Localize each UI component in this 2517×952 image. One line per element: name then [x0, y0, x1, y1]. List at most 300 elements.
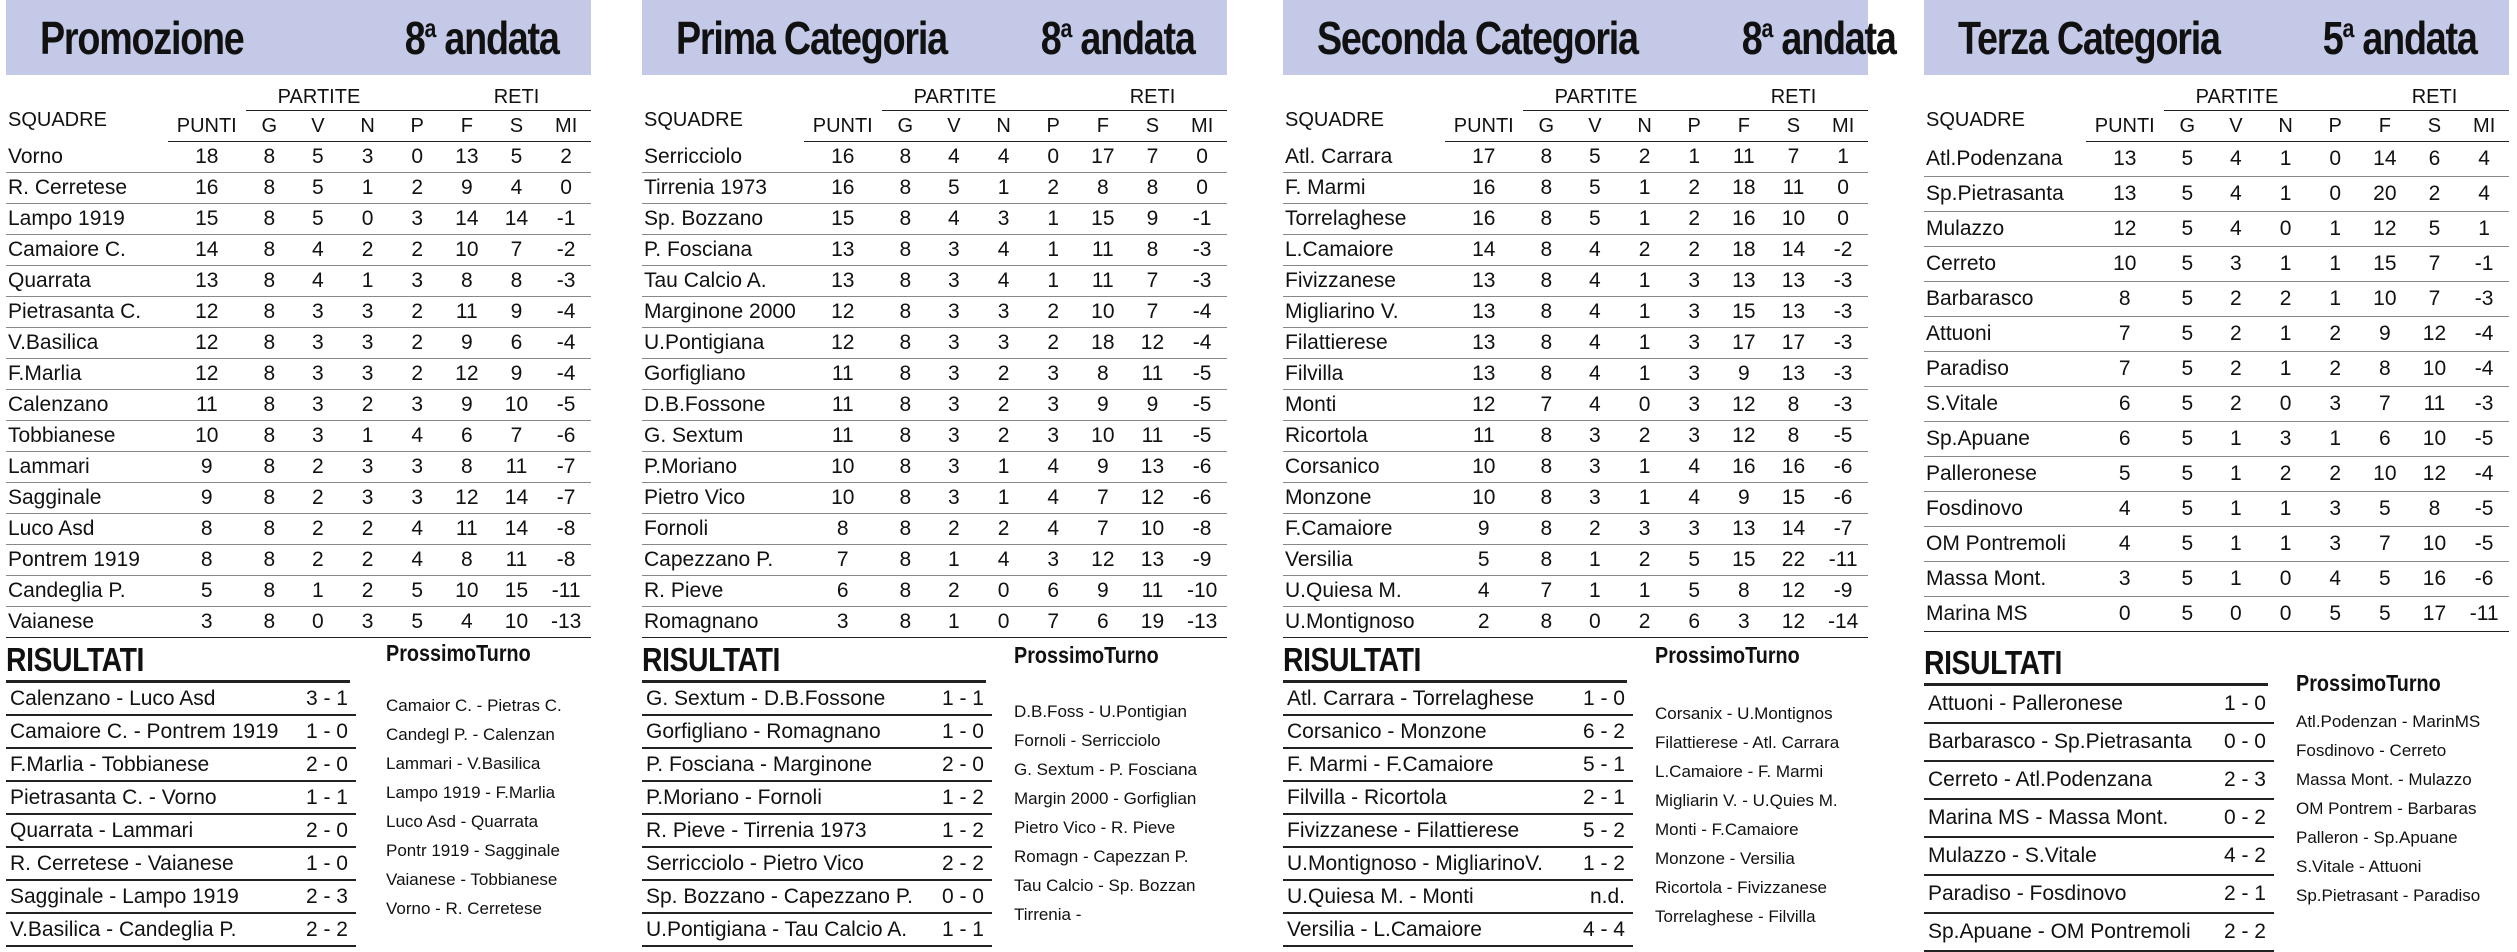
stat-cell: 0 — [2211, 597, 2261, 632]
result-match: Sagginale - Lampo 1919 — [10, 884, 239, 908]
stat-cell: 15 — [2360, 247, 2410, 282]
stat-cell: 3 — [392, 390, 442, 421]
result-match: Cerreto - Atl.Podenzana — [1928, 768, 2153, 791]
header-g: G — [246, 111, 293, 142]
table-row — [1283, 607, 1868, 638]
stat-cell: 12 — [1078, 545, 1128, 576]
team-name: Ricortola — [1283, 421, 1445, 452]
next-round-title: ProssimoTurno — [1014, 642, 1159, 668]
result-score: 1 - 1 — [305, 785, 348, 809]
result-score: n.d. — [1589, 884, 1625, 908]
league-panel-1 — [642, 0, 1227, 945]
result-row — [642, 848, 992, 881]
stat-cell: -5 — [2459, 492, 2509, 527]
stat-cell: 12 — [1445, 390, 1523, 421]
stat-cell: 3 — [343, 607, 393, 638]
stat-cell: 5 — [2310, 597, 2360, 632]
stat-cell: 3 — [1669, 359, 1719, 390]
stat-cell: -8 — [1177, 514, 1227, 545]
result-score: 2 - 1 — [1582, 785, 1625, 809]
stat-cell: 4 — [392, 514, 442, 545]
stat-cell: 13 — [2086, 142, 2164, 177]
table-row — [6, 142, 591, 173]
result-score: 5 - 1 — [1582, 752, 1625, 776]
team-name: F. Marmi — [1283, 173, 1445, 204]
result-match: F. Marmi - F.Camaiore — [1287, 752, 1494, 776]
stat-cell: -4 — [2459, 457, 2509, 492]
header-p: P — [2310, 111, 2360, 142]
stat-cell: 7 — [1128, 297, 1178, 328]
stat-cell: 11 — [168, 390, 246, 421]
stat-cell: 3 — [1028, 359, 1078, 390]
group-partite: PARTITE — [1523, 84, 1670, 111]
header-n: N — [979, 111, 1029, 142]
stat-cell: 2 — [1570, 514, 1620, 545]
stat-cell: 4 — [929, 204, 979, 235]
stat-cell: 2 — [392, 359, 442, 390]
result-row — [1924, 800, 2274, 838]
stat-cell: 8 — [882, 173, 929, 204]
stat-cell: 1 — [2261, 352, 2311, 387]
stat-cell: 6 — [442, 421, 492, 452]
table-row — [1283, 483, 1868, 514]
next-round-block — [2296, 670, 2480, 910]
stat-cell: -3 — [2459, 282, 2509, 317]
stat-cell: 11 — [492, 452, 542, 483]
header-squadre: SQUADRE — [644, 109, 743, 131]
table-row — [1283, 421, 1868, 452]
stat-cell: 4 — [1669, 483, 1719, 514]
result-match: Filvilla - Ricortola — [1287, 785, 1447, 809]
stat-cell: 8 — [1128, 235, 1178, 266]
table-row — [642, 421, 1227, 452]
stat-cell: 12 — [2410, 317, 2460, 352]
header-f: F — [1719, 111, 1769, 142]
stat-cell: -7 — [1818, 514, 1868, 545]
result-score: 2 - 0 — [305, 818, 348, 842]
header-s: S — [1769, 111, 1819, 142]
stat-cell: 6 — [804, 576, 882, 607]
table-row — [642, 266, 1227, 297]
stat-cell: 5 — [2164, 597, 2211, 632]
stat-cell: 3 — [1570, 452, 1620, 483]
stat-cell: 3 — [929, 359, 979, 390]
stat-cell: -4 — [541, 328, 591, 359]
stat-cell: 1 — [1620, 359, 1670, 390]
stat-cell: -3 — [1818, 266, 1868, 297]
next-match: Palleron - Sp.Apuane — [2296, 828, 2458, 847]
stat-cell: -11 — [2459, 597, 2509, 632]
stat-cell: 1 — [1818, 142, 1868, 173]
team-name: Tau Calcio A. — [642, 266, 804, 297]
stat-cell: -5 — [1177, 421, 1227, 452]
stat-cell: 15 — [1769, 483, 1819, 514]
stat-cell: 0 — [979, 607, 1029, 638]
result-match: V.Basilica - Candeglia P. — [10, 917, 237, 941]
stat-cell: 9 — [1078, 576, 1128, 607]
stat-cell: 8 — [2086, 282, 2164, 317]
result-row — [642, 881, 992, 914]
result-score: 1 - 0 — [305, 719, 348, 743]
stat-cell: 5 — [2164, 247, 2211, 282]
stat-cell: 4 — [392, 545, 442, 576]
team-name: Monzone — [1283, 483, 1445, 514]
stat-cell: 7 — [1128, 142, 1178, 173]
group-reti: RETI — [1719, 84, 1868, 111]
stat-cell: 11 — [804, 390, 882, 421]
stat-cell: 4 — [392, 421, 442, 452]
table-row — [642, 390, 1227, 421]
stat-cell: -3 — [541, 266, 591, 297]
results-title: RISULTATI — [1924, 643, 2268, 686]
round-ordinal: a — [1761, 12, 1773, 43]
result-score: 2 - 2 — [2223, 920, 2266, 943]
stat-cell: 9 — [168, 452, 246, 483]
table-row — [1283, 266, 1868, 297]
stat-cell: -1 — [1177, 204, 1227, 235]
stat-cell: 11 — [804, 421, 882, 452]
result-row — [1283, 749, 1633, 782]
stat-cell: -6 — [1818, 483, 1868, 514]
result-row — [642, 914, 992, 947]
stat-cell: 11 — [442, 514, 492, 545]
stat-cell: 8 — [1523, 235, 1570, 266]
next-round-title: ProssimoTurno — [386, 640, 531, 666]
stat-cell: -2 — [541, 235, 591, 266]
round-word: andata — [2362, 11, 2477, 64]
result-score: 1 - 2 — [1582, 851, 1625, 875]
stat-cell: 4 — [492, 173, 542, 204]
stat-cell: 2 — [343, 576, 393, 607]
group-spacer — [1028, 84, 1078, 111]
stat-cell: -3 — [1177, 266, 1227, 297]
stat-cell: 2 — [293, 514, 343, 545]
stat-cell: -3 — [2459, 387, 2509, 422]
round-ordinal: a — [1060, 12, 1072, 43]
stat-cell: 3 — [343, 359, 393, 390]
header-f: F — [2360, 111, 2410, 142]
round-number: 8 — [1041, 11, 1061, 64]
stat-cell: 6 — [2410, 142, 2460, 177]
stat-cell: 13 — [1719, 266, 1769, 297]
stat-cell: 2 — [979, 514, 1029, 545]
stat-cell: 8 — [1523, 359, 1570, 390]
stat-cell: 9 — [442, 390, 492, 421]
next-match: Torrelaghese - Filvilla — [1655, 907, 1816, 926]
round-word: andata — [1781, 11, 1896, 64]
league-banner — [642, 0, 1227, 75]
stat-cell: 11 — [1719, 142, 1769, 173]
stat-cell: 8 — [246, 142, 293, 173]
league-panel-2 — [1283, 0, 1896, 945]
result-match: Barbarasco - Sp.Pietrasanta — [1928, 730, 2192, 753]
stat-cell: 3 — [979, 297, 1029, 328]
team-name: Vaianese — [6, 607, 168, 638]
stat-cell: 5 — [1669, 576, 1719, 607]
stat-cell: 4 — [1570, 359, 1620, 390]
stat-cell: 15 — [1719, 297, 1769, 328]
team-name: R. Cerretese — [6, 173, 168, 204]
stat-cell: 2 — [2310, 352, 2360, 387]
stat-cell: 3 — [2310, 492, 2360, 527]
table-row — [1283, 297, 1868, 328]
stat-cell: 2 — [929, 576, 979, 607]
stat-cell: 14 — [1769, 514, 1819, 545]
team-name: Monti — [1283, 390, 1445, 421]
result-row — [1283, 848, 1633, 881]
result-score: 3 - 1 — [305, 686, 348, 710]
stat-cell: -5 — [2459, 527, 2509, 562]
stat-cell: 3 — [343, 483, 393, 514]
stat-cell: 2 — [343, 545, 393, 576]
stat-cell: -4 — [541, 297, 591, 328]
group-spacer — [2086, 84, 2164, 111]
header-p: P — [1669, 111, 1719, 142]
stat-cell: 8 — [246, 452, 293, 483]
stat-cell: 4 — [979, 142, 1029, 173]
result-score: 1 - 1 — [941, 917, 984, 941]
result-row — [1283, 914, 1633, 947]
stat-cell: 11 — [1769, 173, 1819, 204]
result-score: 2 - 2 — [305, 917, 348, 941]
table-row — [1924, 562, 2509, 597]
next-match: Migliarin V. - U.Quies M. — [1655, 791, 1838, 810]
stat-cell: 16 — [168, 173, 246, 204]
stat-cell: 8 — [246, 328, 293, 359]
round-label — [405, 11, 559, 65]
stat-cell: 14 — [1445, 235, 1523, 266]
stat-cell: 12 — [1128, 328, 1178, 359]
stat-cell: 1 — [1570, 545, 1620, 576]
stat-cell: 5 — [2360, 492, 2410, 527]
table-row — [1924, 457, 2509, 492]
table-row — [642, 142, 1227, 173]
stat-cell: 13 — [1769, 266, 1819, 297]
stat-cell: 2 — [1620, 142, 1670, 173]
stat-cell: 2 — [1620, 545, 1670, 576]
stat-cell: 12 — [442, 483, 492, 514]
stat-cell: 7 — [2086, 317, 2164, 352]
results-title: RISULTATI — [1283, 640, 1627, 683]
team-name: D.B.Fossone — [642, 390, 804, 421]
stat-cell: 4 — [2086, 527, 2164, 562]
stat-cell: 8 — [246, 266, 293, 297]
stat-cell: 8 — [882, 576, 929, 607]
result-match: U.Montignoso - MigliarinoV. — [1287, 851, 1544, 875]
stat-cell: 8 — [882, 204, 929, 235]
round-word: andata — [1080, 11, 1195, 64]
stat-cell: 8 — [246, 297, 293, 328]
result-match: Corsanico - Monzone — [1287, 719, 1487, 743]
results-title: RISULTATI — [6, 640, 350, 683]
stat-cell: 2 — [2211, 317, 2261, 352]
result-score: 2 - 2 — [941, 851, 984, 875]
table-row — [1924, 247, 2509, 282]
table-row — [1924, 212, 2509, 247]
team-name: Fornoli — [642, 514, 804, 545]
result-match: Sp. Bozzano - Capezzano P. — [646, 884, 913, 908]
standings-table — [642, 84, 1227, 638]
stat-cell: 3 — [343, 297, 393, 328]
stat-cell: 13 — [1128, 545, 1178, 576]
stat-cell: 3 — [1028, 390, 1078, 421]
stat-cell: -14 — [1818, 607, 1868, 638]
stat-cell: 1 — [2310, 247, 2360, 282]
stat-cell: 16 — [1445, 204, 1523, 235]
stat-cell: 8 — [882, 235, 929, 266]
stat-cell: 9 — [1719, 483, 1769, 514]
stat-cell: 1 — [979, 483, 1029, 514]
stat-cell: 0 — [541, 173, 591, 204]
team-name: Tobbianese — [6, 421, 168, 452]
stat-cell: 3 — [1669, 328, 1719, 359]
table-row — [1283, 142, 1868, 173]
stat-cell: 2 — [1620, 235, 1670, 266]
next-match: S.Vitale - Attuoni — [2296, 857, 2422, 876]
header-squadre: SQUADRE — [1926, 109, 2025, 131]
stat-cell: 8 — [882, 297, 929, 328]
stat-cell: 0 — [293, 607, 343, 638]
stat-cell: 8 — [492, 266, 542, 297]
stat-cell: 3 — [392, 452, 442, 483]
header-f: F — [442, 111, 492, 142]
result-row — [6, 716, 356, 749]
stat-cell: -4 — [2459, 317, 2509, 352]
stat-cell: -5 — [1177, 359, 1227, 390]
stat-cell: 9 — [2360, 317, 2410, 352]
stat-cell: -11 — [1818, 545, 1868, 576]
stat-cell: 1 — [2211, 527, 2261, 562]
stat-cell: 13 — [1445, 359, 1523, 390]
stat-cell: 7 — [1128, 266, 1178, 297]
stat-cell: 7 — [1028, 607, 1078, 638]
stat-cell: 18 — [1719, 235, 1769, 266]
stat-cell: 0 — [1028, 142, 1078, 173]
result-score: 2 - 0 — [941, 752, 984, 776]
stat-cell: 8 — [1523, 204, 1570, 235]
result-match: Fivizzanese - Filattierese — [1287, 818, 1520, 842]
result-row — [642, 782, 992, 815]
stat-cell: 1 — [1669, 142, 1719, 173]
group-spacer — [804, 84, 882, 111]
team-name: Massa Mont. — [1924, 562, 2086, 597]
team-name: Quarrata — [6, 266, 168, 297]
stat-cell: 5 — [168, 576, 246, 607]
stat-cell: 14 — [1769, 235, 1819, 266]
stat-cell: 2 — [293, 452, 343, 483]
stat-cell: 18 — [1078, 328, 1128, 359]
result-match: Pietrasanta C. - Vorno — [10, 785, 217, 809]
result-score: 4 - 4 — [1582, 917, 1625, 941]
stat-cell: 7 — [2360, 527, 2410, 562]
stat-cell: 2 — [979, 390, 1029, 421]
stat-cell: 5 — [2164, 562, 2211, 597]
stat-cell: 1 — [2261, 177, 2311, 212]
result-row — [6, 848, 356, 881]
result-row — [1283, 815, 1633, 848]
stat-cell: 5 — [2164, 457, 2211, 492]
stat-cell: 6 — [2360, 422, 2410, 457]
team-name: V.Basilica — [6, 328, 168, 359]
next-match: Luco Asd - Quarrata — [386, 812, 539, 831]
stat-cell: 5 — [293, 142, 343, 173]
result-row — [1924, 914, 2274, 952]
next-match: Margin 2000 - Gorfiglian — [1014, 789, 1197, 808]
result-match: P. Fosciana - Marginone — [646, 752, 873, 776]
stat-cell: 1 — [1620, 173, 1670, 204]
result-score: 2 - 1 — [2223, 882, 2266, 905]
stat-cell: 7 — [1769, 142, 1819, 173]
stat-cell: 3 — [1669, 266, 1719, 297]
table-row — [1924, 597, 2509, 632]
stat-cell: 4 — [442, 607, 492, 638]
next-round-block — [1014, 642, 1197, 929]
table-row — [6, 390, 591, 421]
stat-cell: 3 — [293, 297, 343, 328]
stat-cell: 7 — [804, 545, 882, 576]
stat-cell: 12 — [2360, 212, 2410, 247]
stat-cell: 8 — [804, 514, 882, 545]
stat-cell: 13 — [1445, 297, 1523, 328]
stat-cell: 10 — [2410, 527, 2460, 562]
result-match: Attuoni - Palleronese — [1928, 692, 2123, 715]
stat-cell: 4 — [1570, 328, 1620, 359]
stat-cell: 17 — [2410, 597, 2460, 632]
round-number: 8 — [405, 11, 425, 64]
stat-cell: 3 — [343, 452, 393, 483]
next-match: Monzone - Versilia — [1655, 849, 1795, 868]
header-n: N — [343, 111, 393, 142]
stat-cell: 5 — [2164, 492, 2211, 527]
stat-cell: 13 — [2086, 177, 2164, 212]
stat-cell: 3 — [929, 328, 979, 359]
stat-cell: 17 — [1719, 328, 1769, 359]
stat-cell: 3 — [929, 266, 979, 297]
stat-cell: 5 — [2360, 562, 2410, 597]
stat-cell: 0 — [2261, 562, 2311, 597]
result-row — [1924, 724, 2274, 762]
stat-cell: 10 — [2360, 282, 2410, 317]
stat-cell: 3 — [2211, 247, 2261, 282]
stat-cell: -3 — [1818, 297, 1868, 328]
stat-cell: 13 — [168, 266, 246, 297]
stat-cell: 4 — [1570, 390, 1620, 421]
group-spacer — [392, 84, 442, 111]
team-name: Calenzano — [6, 390, 168, 421]
stat-cell: 1 — [1620, 204, 1670, 235]
result-score: 1 - 0 — [941, 719, 984, 743]
stat-cell: -4 — [1177, 328, 1227, 359]
team-name: Romagnano — [642, 607, 804, 638]
stat-cell: 3 — [1028, 421, 1078, 452]
stat-cell: 10 — [1769, 204, 1819, 235]
stat-cell: 3 — [2310, 387, 2360, 422]
stat-cell: 2 — [929, 514, 979, 545]
stat-cell: 8 — [1523, 297, 1570, 328]
next-match: G. Sextum - P. Fosciana — [1014, 760, 1197, 779]
stat-cell: 2 — [1620, 607, 1670, 638]
stat-cell: 1 — [293, 576, 343, 607]
stat-cell: 12 — [1719, 390, 1769, 421]
team-name: P.Moriano — [642, 452, 804, 483]
stat-cell: 1 — [2310, 422, 2360, 457]
stat-cell: 3 — [929, 421, 979, 452]
stat-cell: -13 — [541, 607, 591, 638]
league-name: Promozione — [40, 11, 244, 64]
next-match: Ricortola - Fivizzanese — [1655, 878, 1827, 897]
stat-cell: 1 — [1028, 266, 1078, 297]
group-reti: RETI — [1078, 84, 1227, 111]
